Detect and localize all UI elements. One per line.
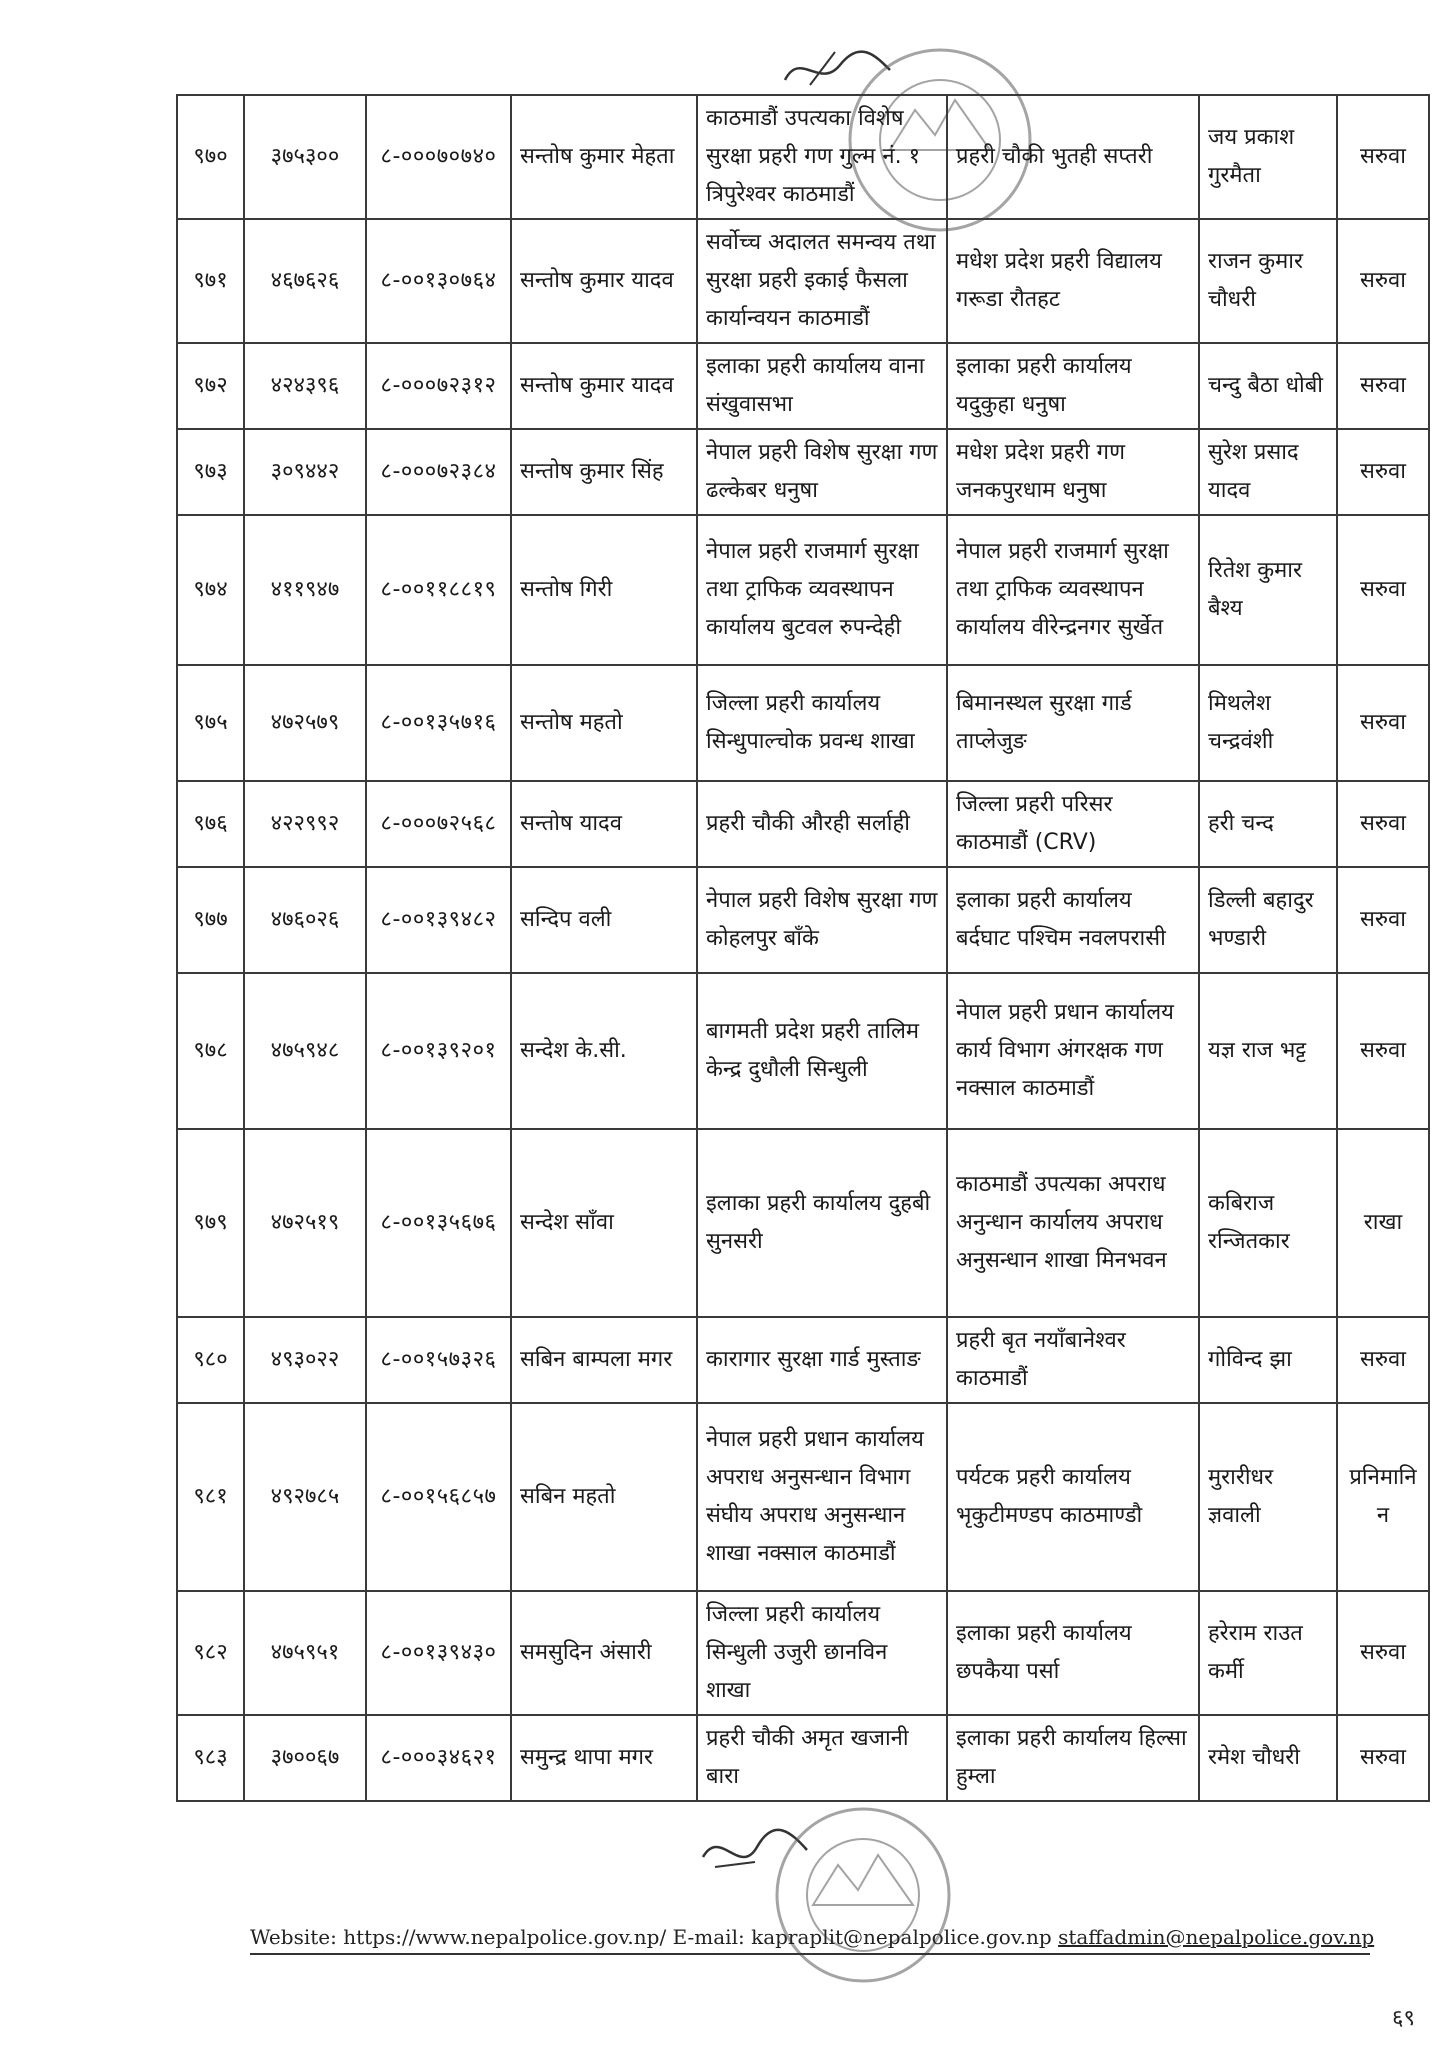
row-personnel-code: ८-००१३०७६४ <box>366 219 511 343</box>
row-recommender: चन्दु बैठा धोबी <box>1199 343 1337 429</box>
row-personnel-code: ८-००१३९२०१ <box>366 973 511 1129</box>
row-current-office: इलाका प्रहरी कार्यालय वाना संखुवासभा <box>697 343 947 429</box>
row-action: सरुवा <box>1337 95 1429 219</box>
row-current-office: कारागार सुरक्षा गार्ड मुस्ताङ <box>697 1317 947 1403</box>
row-employee-id: ४२४३९६ <box>244 343 366 429</box>
row-serial-number: ९८० <box>177 1317 244 1403</box>
table-row <box>177 1715 1429 1801</box>
row-name: सन्तोष कुमार मेहता <box>511 95 697 219</box>
table-row <box>177 1591 1429 1715</box>
row-personnel-code: ८-००११८८१९ <box>366 515 511 665</box>
row-employee-id: ३७५३०० <box>244 95 366 219</box>
row-recommender: राजन कुमार चौधरी <box>1199 219 1337 343</box>
row-action: सरुवा <box>1337 1591 1429 1715</box>
footer-email-staffadmin[interactable]: staffadmin@nepalpolice.gov.np <box>1058 1925 1375 1949</box>
row-personnel-code: ८-००१३५६७६ <box>366 1129 511 1317</box>
row-recommender: यज्ञ राज भट्ट <box>1199 973 1337 1129</box>
row-current-office: प्रहरी चौकी औरही सर्लाही <box>697 781 947 867</box>
row-name: सन्तोष कुमार यादव <box>511 219 697 343</box>
table-row <box>177 343 1429 429</box>
row-personnel-code: ८-००१५६८५७ <box>366 1403 511 1591</box>
row-action: सरुवा <box>1337 343 1429 429</box>
row-recommender: मुरारीधर ज्ञवाली <box>1199 1403 1337 1591</box>
page-number: ६९ <box>1392 2006 1415 2031</box>
row-personnel-code: ८-०००७०७४० <box>366 95 511 219</box>
table-row <box>177 95 1429 219</box>
row-action: राखा <box>1337 1129 1429 1317</box>
row-name: सन्देश के.सी. <box>511 973 697 1129</box>
row-name: समसुदिन अंसारी <box>511 1591 697 1715</box>
table-row <box>177 429 1429 515</box>
row-recommender: रमेश चौधरी <box>1199 1715 1337 1801</box>
footer-email[interactable]: E-mail: kapraplit@nepalpolice.gov.np <box>672 1925 1052 1949</box>
row-action: सरुवा <box>1337 973 1429 1129</box>
row-action: प्रनिमानिन <box>1337 1403 1429 1591</box>
row-action: सरुवा <box>1337 1317 1429 1403</box>
row-employee-id: ४११९४७ <box>244 515 366 665</box>
row-recommender: सुरेश प्रसाद यादव <box>1199 429 1337 515</box>
row-recommender: जय प्रकाश गुरमैता <box>1199 95 1337 219</box>
row-serial-number: ९७७ <box>177 867 244 973</box>
row-serial-number: ९७६ <box>177 781 244 867</box>
row-name: सन्तोष यादव <box>511 781 697 867</box>
row-new-office: नेपाल प्रहरी प्रधान कार्यालय कार्य विभाग अंगरक्षक गण नक्साल काठमाडौं <box>947 973 1199 1129</box>
table-row <box>177 1403 1429 1591</box>
row-serial-number: ९८३ <box>177 1715 244 1801</box>
row-new-office: इलाका प्रहरी कार्यालय यदुकुहा धनुषा <box>947 343 1199 429</box>
row-action: सरुवा <box>1337 781 1429 867</box>
row-recommender: कबिराज रन्जितकार <box>1199 1129 1337 1317</box>
row-recommender: डिल्ली बहादुर भण्डारी <box>1199 867 1337 973</box>
row-employee-id: ४७५९४८ <box>244 973 366 1129</box>
row-new-office: मधेश प्रदेश प्रहरी गण जनकपुरधाम धनुषा <box>947 429 1199 515</box>
row-employee-id: ४९३०२२ <box>244 1317 366 1403</box>
row-new-office: जिल्ला प्रहरी परिसर काठमाडौं (CRV) <box>947 781 1199 867</box>
row-serial-number: ९७५ <box>177 665 244 781</box>
row-serial-number: ९७१ <box>177 219 244 343</box>
footer-contact <box>250 1925 1375 1955</box>
row-serial-number: ९७८ <box>177 973 244 1129</box>
row-new-office: काठमाडौं उपत्यका अपराध अनुन्धान कार्यालय अपराध अनुसन्धान शाखा मिनभवन <box>947 1129 1199 1317</box>
row-employee-id: ४७२५१९ <box>244 1129 366 1317</box>
row-personnel-code: ८-०००३४६२१ <box>366 1715 511 1801</box>
table-row <box>177 1129 1429 1317</box>
row-employee-id: ३७००६७ <box>244 1715 366 1801</box>
table-row <box>177 665 1429 781</box>
row-new-office: नेपाल प्रहरी राजमार्ग सुरक्षा तथा ट्राफिक व्यवस्थापन कार्यालय वीरेन्द्रनगर सुर्खेत <box>947 515 1199 665</box>
row-serial-number: ९७३ <box>177 429 244 515</box>
row-serial-number: ९७९ <box>177 1129 244 1317</box>
row-employee-id: ४६७६२६ <box>244 219 366 343</box>
table-row <box>177 219 1429 343</box>
row-personnel-code: ८-०००७२३८४ <box>366 429 511 515</box>
row-employee-id: ३०९४४२ <box>244 429 366 515</box>
row-recommender: हरी चन्द <box>1199 781 1337 867</box>
row-recommender: हरेराम राउत कर्मी <box>1199 1591 1337 1715</box>
row-name: सन्देश साँवा <box>511 1129 697 1317</box>
row-recommender: गोविन्द झा <box>1199 1317 1337 1403</box>
row-employee-id: ४७५९५१ <box>244 1591 366 1715</box>
table-row <box>177 867 1429 973</box>
row-current-office: नेपाल प्रहरी विशेष सुरक्षा गण ढल्केबर धनुषा <box>697 429 947 515</box>
row-name: सबिन महतो <box>511 1403 697 1591</box>
row-current-office: जिल्ला प्रहरी कार्यालय सिन्धुली उजुरी छानविन शाखा <box>697 1591 947 1715</box>
row-current-office: जिल्ला प्रहरी कार्यालय सिन्धुपाल्चोक प्रवन्ध शाखा <box>697 665 947 781</box>
row-new-office: इलाका प्रहरी कार्यालय हिल्सा हुम्ला <box>947 1715 1199 1801</box>
row-current-office: काठमाडौं उपत्यका विशेष सुरक्षा प्रहरी गण गुल्म नं. १ त्रिपुरेश्वर काठमाडौं <box>697 95 947 219</box>
row-action: सरुवा <box>1337 219 1429 343</box>
row-new-office: इलाका प्रहरी कार्यालय छपकैया पर्सा <box>947 1591 1199 1715</box>
row-employee-id: ४७६०२६ <box>244 867 366 973</box>
row-new-office: प्रहरी बृत नयाँबानेश्वर काठमाडौं <box>947 1317 1199 1403</box>
row-recommender: मिथलेश चन्द्रवंशी <box>1199 665 1337 781</box>
personnel-transfer-table <box>176 94 1430 1802</box>
row-new-office: इलाका प्रहरी कार्यालय बर्दघाट पश्चिम नवलपरासी <box>947 867 1199 973</box>
footer-website[interactable]: Website: https://www.nepalpolice.gov.np/ <box>250 1925 667 1949</box>
row-name: सन्तोष कुमार सिंह <box>511 429 697 515</box>
row-current-office: नेपाल प्रहरी प्रधान कार्यालय अपराध अनुसन्धान विभाग संघीय अपराध अनुसन्धान शाखा नक्साल काठमाडौं <box>697 1403 947 1591</box>
row-new-office: मधेश प्रदेश प्रहरी विद्यालय गरूडा रौतहट <box>947 219 1199 343</box>
row-action: सरुवा <box>1337 867 1429 973</box>
row-personnel-code: ८-०००७२३१२ <box>366 343 511 429</box>
row-personnel-code: ८-००१३९४३० <box>366 1591 511 1715</box>
row-action: सरुवा <box>1337 665 1429 781</box>
row-personnel-code: ८-००१३५७१६ <box>366 665 511 781</box>
row-serial-number: ९७० <box>177 95 244 219</box>
row-new-office: प्रहरी चौकी भुतही सप्तरी <box>947 95 1199 219</box>
row-action: सरुवा <box>1337 1715 1429 1801</box>
row-employee-id: ४९२७८५ <box>244 1403 366 1591</box>
row-current-office: इलाका प्रहरी कार्यालय दुहबी सुनसरी <box>697 1129 947 1317</box>
row-serial-number: ९८१ <box>177 1403 244 1591</box>
table-row <box>177 781 1429 867</box>
row-name: सन्तोष कुमार यादव <box>511 343 697 429</box>
row-action: सरुवा <box>1337 429 1429 515</box>
row-new-office: पर्यटक प्रहरी कार्यालय भृकुटीमण्डप काठमाण्डौ <box>947 1403 1199 1591</box>
row-personnel-code: ८-०००७२५६८ <box>366 781 511 867</box>
table-row <box>177 515 1429 665</box>
row-name: सन्तोष गिरी <box>511 515 697 665</box>
row-current-office: सर्वोच्च अदालत समन्वय तथा सुरक्षा प्रहरी इकाई फैसला कार्यान्वयन काठमाडौं <box>697 219 947 343</box>
row-action: सरुवा <box>1337 515 1429 665</box>
row-personnel-code: ८-००१३९४८२ <box>366 867 511 973</box>
row-current-office: प्रहरी चौकी अमृत खजानी बारा <box>697 1715 947 1801</box>
row-serial-number: ९७४ <box>177 515 244 665</box>
row-employee-id: ४७२५७९ <box>244 665 366 781</box>
row-name: समुन्द्र थापा मगर <box>511 1715 697 1801</box>
row-current-office: बागमती प्रदेश प्रहरी तालिम केन्द्र दुधौली सिन्धुली <box>697 973 947 1129</box>
table-row <box>177 973 1429 1129</box>
table-row <box>177 1317 1429 1403</box>
row-current-office: नेपाल प्रहरी राजमार्ग सुरक्षा तथा ट्राफिक व्यवस्थापन कार्यालय बुटवल रुपन्देही <box>697 515 947 665</box>
row-name: सबिन बाम्पला मगर <box>511 1317 697 1403</box>
row-employee-id: ४२२९९२ <box>244 781 366 867</box>
row-serial-number: ९७२ <box>177 343 244 429</box>
row-name: सन्दिप वली <box>511 867 697 973</box>
row-new-office: बिमानस्थल सुरक्षा गार्ड ताप्लेजुङ <box>947 665 1199 781</box>
row-name: सन्तोष महतो <box>511 665 697 781</box>
row-current-office: नेपाल प्रहरी विशेष सुरक्षा गण कोहलपुर बाँके <box>697 867 947 973</box>
row-serial-number: ९८२ <box>177 1591 244 1715</box>
official-seal-bottom <box>768 1800 958 1990</box>
row-recommender: रितेश कुमार बैश्य <box>1199 515 1337 665</box>
row-personnel-code: ८-००१५७३२६ <box>366 1317 511 1403</box>
